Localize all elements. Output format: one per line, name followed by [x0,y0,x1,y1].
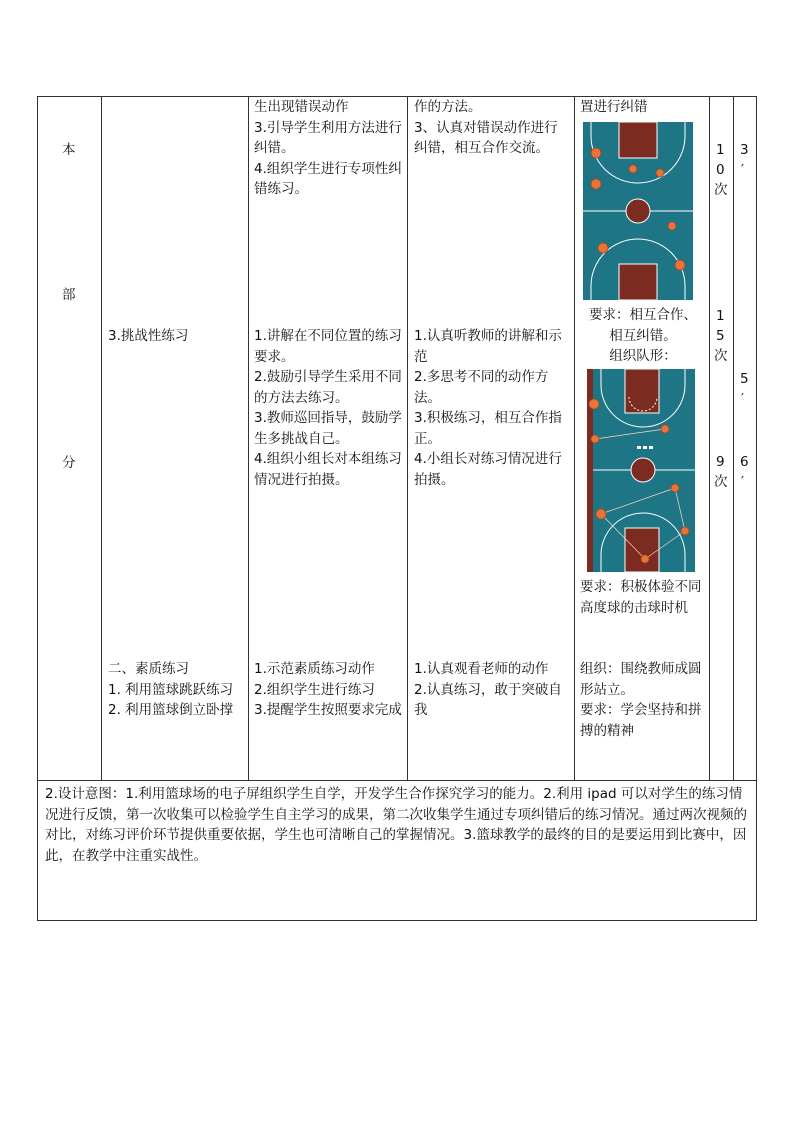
col-border-7 [733,96,734,781]
row2-time-b-1: 6 [740,454,749,470]
row2-student-activity: 1.认真听教师的讲解和示范 2.多思考不同的动作方法。 3.积极练习，相互合作指正。 4.小组长对练习情况进行拍摄。 [414,328,562,488]
row2-count-a-1: 1 [716,308,725,324]
row1-student-activity: 作的方法。 3、认真对错误动作进行纠错，相互合作交流。 [414,99,558,156]
court1-center-circle [626,199,650,223]
section-label-char-1: 本 [62,142,76,158]
row-divider-design [37,780,757,781]
row2-count-b-2: 次 [714,474,728,490]
row2-requirement: 要求：积极体验不同高度球的击球时机 [580,579,702,616]
section-label-char-2: 部 [62,287,76,303]
row1-requirement: 要求：相互合作、相互纠错。 [589,307,697,344]
court1-ball-2 [591,179,601,189]
col-border-2 [101,96,102,781]
col-border-4 [407,96,408,781]
row1-count-3: 次 [714,182,728,198]
row3-student-activity: 1.认真观看老师的动作 2.认真练习，敢于突破自我 [414,661,562,718]
row2-count-b-1: 9 [716,454,725,470]
court2-ball-4 [671,484,679,492]
row1-org-top: 置进行纠错 [580,99,648,115]
col-border-3 [248,96,249,781]
court2-ball-7 [641,555,649,563]
court1-ball-1 [591,148,601,158]
row1-teacher-activity: 生出现错误动作 3.引导学生利用方法进行纠错。 4.组织学生进行专项性纠错练习。 [254,99,402,197]
court1-paint-top [619,122,657,158]
court-diagram-2 [587,369,695,572]
court2-cone-3 [649,446,653,449]
court2-ball-6 [681,527,689,535]
row1-formation-label: 组织队形： [609,348,677,364]
row2-count-a-2: 5 [716,328,725,344]
court1-ball-7 [675,260,685,270]
row1-count-1: 1 [716,142,725,158]
court2-paint-bottom [625,528,659,572]
court1-ball-6 [598,243,608,253]
row2-time-a-1: 5 [740,371,749,387]
row2-time-b-2: ′ [741,474,745,490]
court-diagram-1 [583,122,693,300]
row1-count-2: 0 [716,162,725,178]
court1-ball-5 [668,222,676,230]
row2-time-a-2: ′ [741,391,745,407]
court2-ball-2 [591,435,599,443]
col-border-1 [37,96,38,921]
row3-teacher-activity: 1.示范素质练习动作 2.组织学生进行练习 3.提醒学生按照要求完成 [254,661,402,718]
court2-cone-1 [637,446,641,449]
table-bottom-border [37,920,757,921]
court1-ball-3 [629,165,637,173]
row3-content: 二、素质练习 1. 利用篮球跳跃练习 2. 利用篮球倒立卧撑 [108,661,234,718]
court2-ball-1 [589,399,599,409]
design-intent-text: 2.设计意图：1.利用篮球场的电子屏组织学生自学，开发学生合作探究学习的能力。2.利用 ipad 可以对学生的练习情况进行反馈，第一次收集可以检验学生自主学习的成果，第二次收集学生通过专项纠错后的练习情况。通过两次视频的对比，对练习评价环节提供重要依据，学生也可清晰自己的掌握情况。3.篮球教学的最终的目的是要运用到比赛中，因此，在教学中注重实战性。 [45,786,747,864]
court2-ball-5 [596,509,606,519]
col-border-5 [574,96,575,781]
row2-content: 3.挑战性练习 [108,328,189,344]
court2-cone-2 [643,446,647,449]
row2-count-a-3: 次 [714,348,728,364]
section-label-char-3: 分 [62,455,76,471]
row2-teacher-activity: 1.讲解在不同位置的练习要求。 2.鼓励引导学生采用不同的方法去练习。 3.教师巡回指导，鼓励学生多挑战自己。 4.组织小组长对本组练习情况进行拍摄。 [254,328,402,488]
court2-ball-3 [661,425,669,433]
court1-ball-4 [656,169,664,177]
col-border-8 [756,96,757,921]
row1-time-1: 3 [740,142,749,158]
row3-organization: 组织：围绕教师成圆形站立。 要求：学会坚持和拼搏的精神 [580,661,702,739]
court2-center-circle [631,458,655,482]
row1-time-2: ′ [741,162,745,178]
col-border-6 [709,96,710,781]
court1-paint-bottom [619,264,657,300]
